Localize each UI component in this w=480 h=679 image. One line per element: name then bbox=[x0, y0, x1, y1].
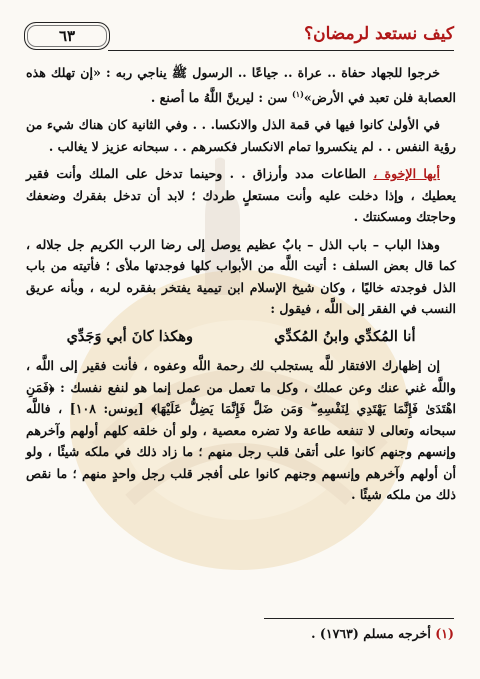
page-number bbox=[24, 22, 110, 50]
footnote-text: أخرجه مسلم (١٧٦٣) . bbox=[311, 626, 431, 641]
footnote bbox=[26, 626, 454, 641]
header-rule bbox=[108, 50, 454, 51]
paragraph-4: وهذا الباب – باب الذل – بابٌ عظيم يوصل إلى رضا الرب الكريم جل جلاله ، كما قال بعض السلف : أتيت اللَّه من الأبواب كلها فوجدتها ملأى ؛ فأتيته من باب الذل فوجدته خاليًا ، وكان شيخ الإسلام ابن تيمية يفتخر بفقره لربه ، وبأنه عريق النسب في الفقر إلى اللَّه ، فيقول : bbox=[26, 236, 456, 317]
footnote-ref: (١) bbox=[292, 88, 304, 99]
hadith-quote: «إن تهلك هذه العصابة فلن تعبد في الأرض» bbox=[26, 65, 456, 105]
paragraph-1-end: سن : ليرينَّ اللَّهُ ما أصنع . bbox=[150, 89, 288, 105]
verse-left-hemistich: وهكذا كانَ أبي وَجَدِّي bbox=[66, 327, 194, 345]
poetry-verse bbox=[26, 326, 456, 348]
paragraph-1 bbox=[26, 62, 456, 108]
paragraph-5: إن إظهارك الافتقار للَّه يستجلب لك رحمة اللَّه وعفوه ، فأنت فقير إلى اللَّه ، واللَّه غني عنك وعن عملك ، وكل ما تعمل من عمل إنما هو لنفع نفسك : ﴿فَمَنِ اهْتَدَىٰ فَإِنَّمَا يَهْتَدِي لِنَفْسِهِ ۖ وَمَن ضَلَّ فَإِنَّمَا يَضِلُّ عَلَيْهَا﴾ [يونس: ١٠٨] ، فاللَّه سبحانه وتعالى لا تنفعه طاعة ولا تضره معصية ، ولو أن خلقه كلهم أولهم وآخرهم وإنسهم وجنهم كانوا على أتقىٰ قلب رجل منهم ؛ ما زاد ذلك في ملكه شيئًا ، ولو أن أولهم وآخرهم وإنسهم وجنهم كانوا على أفجر قلب رجل واحدٍ منهم ؛ ما نقص ذلك من ملكه شيئًا . bbox=[26, 358, 456, 503]
footnote-number: (١) bbox=[435, 626, 454, 641]
page-body bbox=[26, 62, 456, 512]
brothers-heading: أيها الإخوة ، bbox=[373, 166, 440, 182]
paragraph-3-text: الطاعات مدد وأرزاق . . وحينما تدخل على الملك وأنت فقير يعطيك ، وإذا دخلت عليه وأنت مستعلٍ طردك ؛ لابد أن تدخل بفقرك وضعفك وحاجتك ومسكنتك . bbox=[26, 166, 456, 225]
verse-right-hemistich: أنا المُكدِّي وابنُ المُكدِّي bbox=[274, 327, 416, 345]
paragraph-2: في الأولىٰ كانوا فيها في قمة الذل والانكسا. . . وفي الثانية كان هناك شيء من رؤية النفس . . لم ينكسروا تمام الانكسار فكسرهم . . سبحانه عزيز لا يغالب . bbox=[26, 117, 456, 154]
paragraph-1-text: خرجوا للجهاد حفاة .. عراة .. جياعًا .. الرسول ﷺ يناجي ربه : bbox=[106, 65, 441, 80]
running-title: كيف نستعد لرمضان؟ bbox=[304, 24, 454, 44]
paragraph-3 bbox=[26, 163, 456, 228]
footnote-rule bbox=[264, 618, 454, 619]
page-number-text: ٦٣ bbox=[58, 27, 76, 45]
